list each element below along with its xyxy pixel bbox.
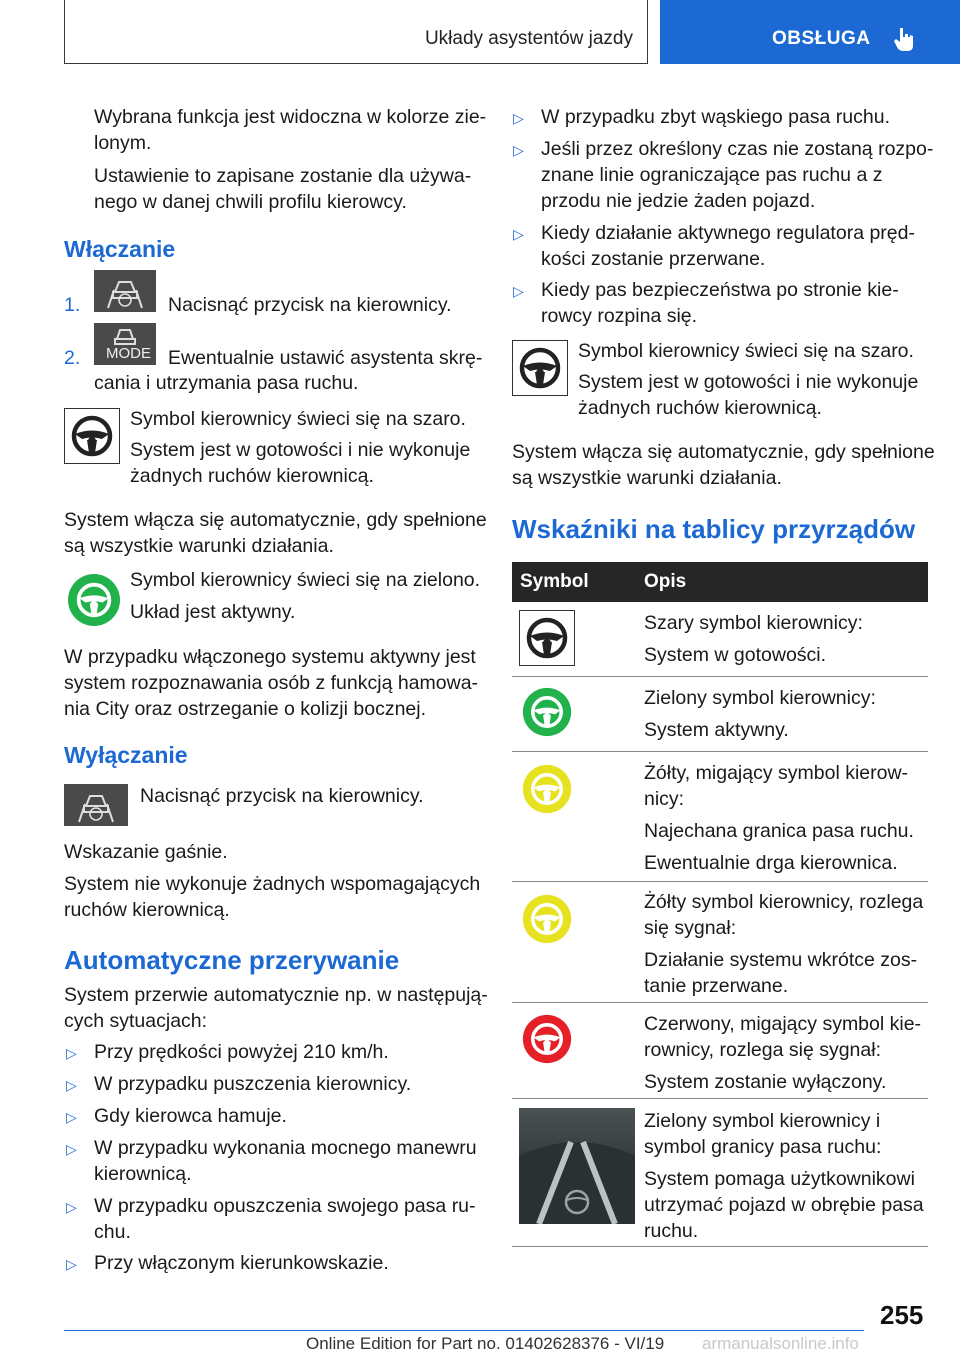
list-item: W przypadku zbyt wąskiego pasa ruchu. xyxy=(541,106,891,128)
lane-assist-off-button-icon xyxy=(64,784,128,826)
mode-button-icon xyxy=(94,323,156,365)
bullet-icon: ▷ xyxy=(513,110,524,126)
list-item: Gdy kierowca hamuje. xyxy=(94,1105,287,1127)
list-item: W przypadku puszczenia kierownicy. xyxy=(94,1073,412,1095)
steering-gray-icon xyxy=(519,610,575,666)
bullet-icon: ▷ xyxy=(66,1077,77,1093)
bullet-icon: ▷ xyxy=(66,1199,77,1215)
intro-text-2: Ustawienie to zapisane zostanie dla używa- nego w danej chwili profilu kierowcy. xyxy=(94,165,472,213)
hand-pointer-icon xyxy=(892,26,916,52)
bullet-icon: ▷ xyxy=(66,1141,77,1157)
heading-switch-off: Wyłączanie xyxy=(64,742,188,768)
off-text-2: System nie wykonuje żadnych wspomagających ruchów kierownicą. xyxy=(64,873,481,921)
bullet-icon: ▷ xyxy=(66,1109,77,1125)
section-tab[interactable] xyxy=(660,0,960,64)
step-2-number: 2. xyxy=(64,347,81,369)
col-description: Opis xyxy=(644,571,687,592)
list-item: Przy prędkości powyżej 210 km/h. xyxy=(94,1041,389,1063)
row-divider xyxy=(512,1002,928,1003)
bullet-icon: ▷ xyxy=(513,142,524,158)
list-item: Kiedy pas bezpieczeństwa po stronie kie- rowcy rozpina się. xyxy=(541,279,899,327)
table-row: Szary symbol kierownicy: System w gotowości. xyxy=(644,612,863,666)
header-frame xyxy=(64,0,648,64)
auto-on-text: System włącza się automatycznie, gdy spełnione są wszystkie warunki działania. xyxy=(512,441,935,489)
row-divider xyxy=(512,751,928,752)
step-2-text-cont: cania i utrzymania pasa ruchu. xyxy=(94,372,359,394)
step-1-number: 1. xyxy=(64,294,81,316)
list-item: Jeśli przez określony czas nie zostaną rozpo- znane linie ograniczające pas ruchu a z przodu nie jedzie żaden pojazd. xyxy=(541,138,934,212)
steering-gray-icon xyxy=(64,408,120,464)
green-symbol-text: Symbol kierownicy świeci się na zielono. xyxy=(130,569,481,591)
steering-gray-icon xyxy=(512,340,568,396)
bullet-icon: ▷ xyxy=(513,283,524,299)
heading-switch-on: Włączanie xyxy=(64,236,176,262)
table-header xyxy=(512,562,928,602)
list-item: Przy włączonym kierunkowskazie. xyxy=(94,1252,389,1274)
mode-label: MODE xyxy=(106,345,151,362)
row-divider xyxy=(512,676,928,677)
list-item: W przypadku wykonania mocnego manewru kierownicą. xyxy=(94,1137,477,1185)
row-divider xyxy=(512,881,928,882)
steering-red-icon xyxy=(521,1013,573,1065)
table-row: Zielony symbol kierownicy i symbol granicy pasa ruchu: System pomaga użytkownikowi utrzymać pojazd w obrębie pasa ruchu. xyxy=(644,1110,924,1242)
table-row: Czerwony, migający symbol kie- rownicy, rozlega się sygnał: System zostanie wyłączony. xyxy=(644,1013,922,1093)
interrupt-intro: System przerwie automatycznie np. w następują- cych sytuacjach: xyxy=(64,984,488,1032)
section-tab-label: OBSŁUGA xyxy=(772,28,871,49)
table-row: Żółty, migający symbol kierow- nicy: Najechana granica pasa ruchu. Ewentualnie drga kierownica. xyxy=(644,762,914,874)
bullet-icon: ▷ xyxy=(66,1256,77,1272)
green-active-text: Układ jest aktywny. xyxy=(130,601,296,623)
list-item: Kiedy działanie aktywnego regulatora pręd- kości zostanie przerwane. xyxy=(541,222,915,270)
heading-auto-interrupt: Automatyczne przerywanie xyxy=(64,945,400,975)
heading-indicators: Wskaźniki na tablicy przyrządów xyxy=(512,514,916,544)
row-divider xyxy=(512,1246,928,1247)
steering-green-icon xyxy=(521,686,573,738)
watermark: armanualsonline.info xyxy=(702,1334,859,1353)
active-systems-text: W przypadku włączonego systemu aktywny jest system rozpoznawania osób z funkcją hamowa- nia City oraz ostrzeganie o kolizji bocznej. xyxy=(64,646,479,720)
table-row: Żółty symbol kierownicy, rozlega się sygnał: Działanie systemu wkrótce zos- tanie przerwane. xyxy=(644,891,924,997)
edition-text: Online Edition for Part no. 01402628376 - VI/19 xyxy=(306,1334,665,1353)
step-1-text: Nacisnąć przycisk na kierownicy. xyxy=(168,294,452,316)
step-2-text: Ewentualnie ustawić asystenta skrę- xyxy=(168,347,483,369)
steering-yellow-blinking-icon xyxy=(521,763,573,815)
col-symbol: Symbol xyxy=(520,571,589,592)
list-item: W przypadku opuszczenia swojego pasa ru- chu. xyxy=(94,1195,476,1243)
auto-on-text: System włącza się automatycznie, gdy spełnione są wszystkie warunki działania. xyxy=(64,509,487,557)
gray-symbol-text: Symbol kierownicy świeci się na szaro. xyxy=(578,340,914,362)
footer-rule xyxy=(64,1330,864,1331)
steering-green-icon xyxy=(66,572,122,628)
off-text-1: Wskazanie gaśnie. xyxy=(64,841,228,863)
off-press-text: Nacisnąć przycisk na kierownicy. xyxy=(140,785,424,807)
page-number: 255 xyxy=(880,1300,924,1330)
intro-text-1: Wybrana funkcja jest widoczna w kolorze zie- lonym. xyxy=(94,106,487,154)
gray-ready-text: System jest w gotowości i nie wykonuje żadnych ruchów kierownicą. xyxy=(578,371,919,419)
chapter-title: Układy asystentów jazdy xyxy=(424,28,633,49)
table-row: Zielony symbol kierownicy: System aktywny. xyxy=(644,687,876,741)
row-divider xyxy=(512,1098,928,1099)
gray-symbol-text: Symbol kierownicy świeci się na szaro. xyxy=(130,408,466,430)
steering-yellow-icon xyxy=(521,893,573,945)
bullet-icon: ▷ xyxy=(66,1045,77,1061)
lane-boundary-display-icon xyxy=(519,1108,635,1224)
gray-ready-text: System jest w gotowości i nie wykonuje żadnych ruchów kierownicą. xyxy=(130,439,471,487)
bullet-icon: ▷ xyxy=(513,226,524,242)
lane-assist-button-icon xyxy=(94,270,156,312)
